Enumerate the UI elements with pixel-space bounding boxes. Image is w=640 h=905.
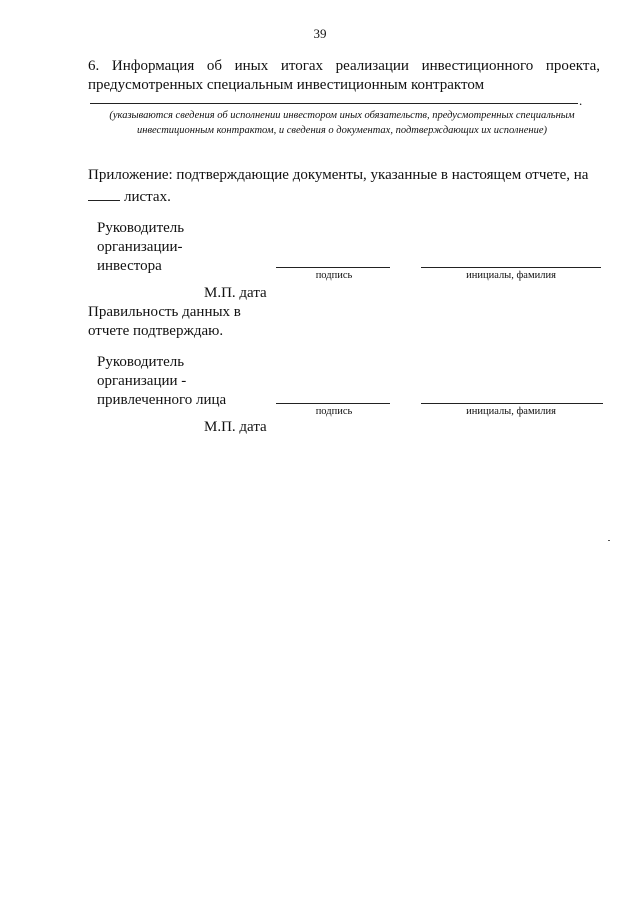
investor-signature-caption: подпись [315, 270, 353, 281]
attracted-signature-line [276, 403, 390, 404]
appendix-sheets-blank [88, 187, 120, 201]
investor-title-line3: инвестора [97, 258, 162, 274]
section6-note: (указываются сведения об исполнении инвестором иных обязательств, предусмотренных специальным инвестиционным контрактом, и сведения о документах, подтверждающих их исполнение) [109, 110, 575, 136]
investor-title [97, 219, 184, 276]
appendix-line2-text: листах. [124, 189, 171, 205]
appendix-line1: Приложение: подтверждающие документы, указанные в настоящем отчете, на [88, 167, 589, 183]
attracted-title-line3: привлеченного лица [97, 392, 227, 408]
investor-title-line2: организации- [97, 239, 183, 255]
attracted-signature-caption: подпись [315, 406, 353, 417]
section6-fill-line [90, 103, 578, 104]
confirmation-line1: Правильность данных в [88, 304, 241, 320]
investor-name-caption: инициалы, фамилия [466, 270, 556, 281]
investor-signature-line [276, 267, 390, 268]
attracted-title-line1: Руководитель [97, 354, 185, 370]
attracted-title [97, 353, 226, 410]
investor-title-line1: Руководитель [97, 220, 185, 236]
investor-name-line [421, 267, 601, 268]
confirmation-text [88, 303, 241, 341]
section6-heading-line1: 6. Информация об иных итогах реализации инвестиционного проекта, [88, 58, 600, 74]
confirmation-line2: отчете подтверждаю. [88, 323, 224, 339]
page-number: 39 [313, 26, 327, 41]
attracted-name-caption: инициалы, фамилия [466, 406, 556, 417]
investor-mp-date: М.П. дата [204, 285, 267, 301]
section6-heading-line2: предусмотренных специальным инвестиционным контрактом [88, 77, 485, 93]
attracted-mp-date: М.П. дата [204, 419, 267, 435]
attracted-name-line [421, 403, 603, 404]
attracted-title-line2: организации - [97, 373, 187, 389]
appendix-line2 [88, 187, 171, 206]
section6-fill-end: . [579, 93, 583, 108]
scan-speck [608, 540, 610, 541]
